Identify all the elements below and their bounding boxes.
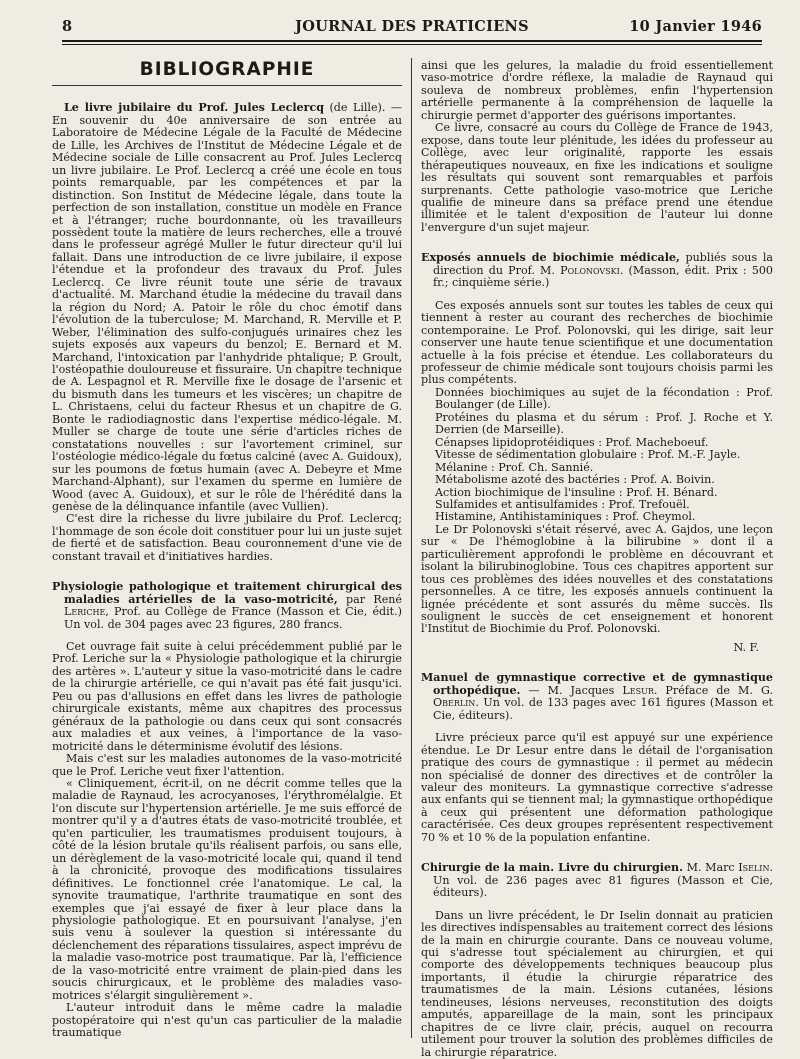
- right-column: [421, 60, 773, 1059]
- list-item: Métabolisme azoté des bactéries : Prof. A. Boivin.: [435, 473, 715, 487]
- journal-title: JOURNAL DES PRATICIENS: [295, 18, 529, 35]
- review-heading: [421, 862, 773, 899]
- review-paragraph: « Cliniquement, écrit-il, on ne décrit comme telles que la maladie de Raynaud, les acrocyanoses, l'érythromélalgie. Et l'on discute sur l'hypertension artérielle. Je me suis efforcé de montrer qu'il y a d'autres états de vaso-motricité troublée, et qu'en particulier, les traumatismes produisent toujours, à côté de la lésion brutale qu'ils réalisent parfois, ou sans elle, un dérèglement de la vaso-motricité locale qui, quand il tend à la chronicité, provoque des modifications tissulaires définitives. Le fonctionnel crée l'anatomique. Le cal, la synovite traumatique, l'arthrite traumatique en sont des exemples que j'ai essayé de fixer à leur place dans la physiologie pathologique. Et en poursuivant l'analyse, j'en suis venu à soulever la question si intéressante du déclenchement des réparations tissulaires, aspect imprévu de la maladie vaso-motrice post traumatique. Par là, l'efficience de la vaso-motricité entre vraiment de plain-pied dans les soucis chirurgicaux, et le problème des maladies vaso-motrices s'élargit singulièrement ».: [52, 777, 402, 1002]
- review-paragraph: Cet ouvrage fait suite à celui précédemment publié par le Prof. Leriche sur la « Physiologie pathologique et la chirurgie des artères ». L'auteur y situe la vaso-motricité dans le cadre de la chirurgie artérielle, ce qui n'avait pas été fait jusqu'ici. Peu ou pas d'allusions en effet dans les livres de pathologie chirurgicale existants, même aux chapitres des processus généraux de la pathologie ou dans ceux qui sont consacrés aux maladies et aux veines, à l'importance de la vaso-motricité dans le déterminisme évolutif des lésions.: [52, 640, 402, 753]
- review-body: En souvenir du 40e anniversaire de son entrée au Laboratoire de Médecine Légale de la Faculté de Médecine de Lille, les Archives de l'Institut de Médecine Légale et de Médecine sociale de Lille consacrent au Prof. Jules Leclercq un livre jubilaire. Le Prof. Leclercq a créé une école en tous points remarquable, par les compétences et par la distinction. Son Institut de Médecine légale, dans toute la perfection de son installation, constitue un modèle en France et à l'étranger; ruche bourdonnante, où les travailleurs possèdent toute la matière de leurs recherches, elle a trouvé dans le professeur agrégé Muller le futur directeur qu'il lui fallait. Dans une introduction de ce livre jubilaire, il expose l'étendue et la profondeur des travaux du Prof. Jules Leclercq. Ce livre réunit toute une série de travaux d'actualité. M. Marchand étudie la médecine du travail dans la région du Nord; A. Patoir le rôle du choc émotif dans l'évolution de la tuberculose; M. Marchand, R. Merville et P. Weber, l'élimination des sulfo-conjugués urinaires chez les sujets exposés aux vapeurs du benzol; E. Bernard et M. Marchand, l'intoxication par l'anhydride phtalique; P. Groult, l'ostéopathie douloureuse et fissuraire. Un chapitre technique de A. Lespagnol et R. Merville fixe le dosage de l'arsenic et du bismuth dans les tumeurs et les viscères; un chapitre de L. Christaens, celui du facteur Rhesus et un chapitre de G. Bonte le radiodiagnostic dans l'expertise médico-légale. M. Muller se charge de toute une série d'articles riches de constatations nouvelles : sur l'avortement criminel, sur l'ostéologie médico-légale du fœtus calciné (avec A. Guidoux), sur les poumons de fœtus humain (avec A. Debeyre et Mme Marchand-Alphant), sur l'examen du sperme en lumière de Wood (avec A. Guidoux), et sur le rôle de l'hérédité dans la genèse de la délinquance infantile (avec Vullien).: [52, 113, 402, 513]
- review-publication: , Prof. au Collège de France (Masson et Cie, édit.) Un vol. de 304 pages avec 23 figures, 280 francs.: [64, 605, 402, 631]
- list-item: Action biochimique de l'insuline : Prof. H. Bénard.: [435, 485, 718, 499]
- chapter-list: [421, 387, 773, 524]
- header-rule-thin: [62, 44, 762, 45]
- review-author: Iselin: [738, 861, 770, 875]
- review-leclercq: [52, 102, 402, 563]
- review-polonovski: [421, 252, 773, 654]
- review-title: Le livre jubilaire du Prof. Jules Leclercq: [64, 101, 324, 115]
- issue-date: 10 Janvier 1946: [629, 18, 762, 35]
- review-title: Physiologie pathologique et traitement chirurgical des maladies artérielles de la vaso-motricité,: [52, 580, 402, 606]
- review-iselin: [421, 862, 773, 1059]
- list-item: Sulfamides et antisulfamides : Prof. Trefouël.: [435, 497, 690, 511]
- header-rule: [62, 40, 762, 42]
- review-paragraph: L'auteur introduit dans le même cadre la maladie postopératoire qui n'est qu'un cas particulier de la maladie traumatique: [52, 1001, 402, 1040]
- review-paragraph: Livre précieux parce qu'il est appuyé sur une expérience étendue. Le Dr Lesur entre dans le détail de l'organisation pratique des cours de gymnastique : il permet au médecin non spécialisé de donner des directives et de contrôler la valeur des moniteurs. La gymnastique corrective s'adresse aux enfants qui se tiennent mal; la gymnastique orthopédique à ceux qui présentent une déformation pathologique caractérisée. Ces deux groupes représentent respectivement 70 % et 10 % de la population enfantine.: [421, 731, 773, 844]
- review-publication: . (Masson, édit. Prix : 500 fr.; cinquième série.): [433, 263, 773, 290]
- review-leriche: [52, 581, 402, 1039]
- review-publication: . Un vol. de 133 pages avec 161 figures (Masson et Cie, éditeurs).: [433, 696, 773, 722]
- review-by: — M. Jacques: [520, 683, 623, 697]
- review-paragraph: C'est dire la richesse du livre jubilaire du Prof. Leclercq; l'hommage de son école doit constituer pour lui un juste sujet de fierté et de satisfaction. Beau couronnement d'une vie de constant travail et d'initiatives hardies.: [52, 512, 402, 563]
- review-title: Manuel de gymnastique corrective et de gymnastique orthopédique.: [421, 671, 773, 697]
- review-title: Chirurgie de la main. Livre du chirurgien.: [421, 861, 683, 875]
- review-signature: N. F.: [733, 640, 759, 654]
- list-item: Vitesse de sédimentation globulaire : Prof. M.-F. Jayle.: [435, 448, 741, 462]
- review-preface: . Préface de M. G.: [653, 683, 773, 697]
- review-author: Polonovski: [560, 263, 620, 277]
- review-title: Exposés annuels de biochimie médicale,: [421, 251, 680, 265]
- review-heading: [421, 252, 773, 289]
- review-paragraph: Ce livre, consacré au cours du Collège de France de 1943, expose, dans toute leur plénitude, les idées du professeur au Collège, avec leur originalité, rapporte les essais thérapeutiques nouveaux, en fixe les indications et souligne les résultats qui souvent sont remarquables et parfois surprenants. Cette pathologie vaso-motrice que Leriche qualifie de mineure dans sa préface prend une étendue illimitée et le talent d'exposition de l'auteur lui donne l'envergure d'un sujet majeur.: [421, 121, 773, 234]
- review-paragraph: Le Dr Polonovski s'était réservé, avec A. Gajdos, une leçon sur « De l'hémoglobine à la bilirubine » dont il a particulièrement approfondi le problème en découvrant et isolant la bilirubinoglobine. Tous ces chapitres apportent sur tous ces problèmes des idées nouvelles et des constatations personnelles. A ce titre, les exposés annuels continuent la lignée précédente et sont assurés du même succès. Ils soulignent le succès de cet enseignement et honorent l'Institut de Biochimie du Prof. Polonovski.: [421, 522, 773, 636]
- review-author: Lesur: [622, 683, 654, 697]
- review-heading: [52, 581, 402, 631]
- left-column: [52, 60, 402, 1040]
- page-number: 8: [62, 18, 73, 35]
- review-preface-author: Oberlin: [433, 696, 476, 710]
- review-paragraph: Dans un livre précédent, le Dr Iselin donnait au praticien les directives indispensables au traitement correct des lésions de la main en chirurgie courante. Dans ce nouveau volume, qui s'adresse tout spécialement au chirurgien, et qui comporte des développements techniques beaucoup plus importants, il étudie la chirurgie réparatrice des traumatismes de la main. Lésions cutanées, lésions tendineuses, lésions nerveuses, reconstitution des doigts amputés, appareillage de la main, sont les principaux chapitres de ce livre clair, précis, auquel on recourra utilement pour trouver la solution des problèmes difficiles de la chirurgie réparatrice.: [421, 908, 773, 1059]
- review-heading: [52, 102, 402, 513]
- list-item: Histamine, Antihistaminiques : Prof. Cheymol.: [435, 510, 696, 524]
- review-by: M. Marc: [682, 861, 739, 875]
- review-title-suffix: (de Lille). —: [323, 101, 402, 115]
- review-lesur: [421, 672, 773, 844]
- review-author: Leriche: [64, 605, 106, 619]
- review-by: par René: [337, 592, 402, 606]
- column-divider: [411, 58, 412, 1038]
- list-item: Cénapses lipidoprotéidiques : Prof. Macheboeuf.: [435, 435, 709, 449]
- review-by: publiés sous la direction du Prof. M.: [433, 251, 773, 277]
- review-continuation: ainsi que les gelures, la maladie du froid essentiellement vaso-motrice d'ordre réflexe, la maladie de Raynaud qui souleva de nombreux problèmes, enfin l'hypertension artérielle permanente à la compréhension de laquelle la chirurgie permet d'apporter des guérisons importantes.: [421, 59, 773, 122]
- list-item: Mélanine : Prof. Ch. Sannié.: [435, 460, 594, 474]
- review-heading: [421, 672, 773, 722]
- section-title-rule: [52, 85, 402, 86]
- section-title: BIBLIOGRAPHIE: [139, 59, 315, 80]
- list-item: Protéines du plasma et du sérum : Prof. J. Roche et Y. Derrien (de Marseille).: [435, 410, 773, 437]
- review-paragraph: Ces exposés annuels sont sur toutes les tables de ceux qui tiennent à rester au courant des recherches de biochimie contemporaine. Le Prof. Polonovski, qui les dirige, sait leur conserver une haute tenue scientifique et une documentation actuelle à la fois précise et étendue. Les collaborateurs du professeur de chimie médicale sont toujours choisis parmi les plus compétents.: [421, 298, 773, 387]
- review-paragraph: Mais c'est sur les maladies autonomes de la vaso-motricité que le Prof. Leriche veut fixer l'attention.: [52, 752, 402, 778]
- running-header: [62, 18, 762, 40]
- review-publication: . Un vol. de 236 pages avec 81 figures (Masson et Cie, éditeurs).: [433, 861, 773, 900]
- list-item: Données biochimiques au sujet de la fécondation : Prof. Boulanger (de Lille).: [435, 385, 773, 412]
